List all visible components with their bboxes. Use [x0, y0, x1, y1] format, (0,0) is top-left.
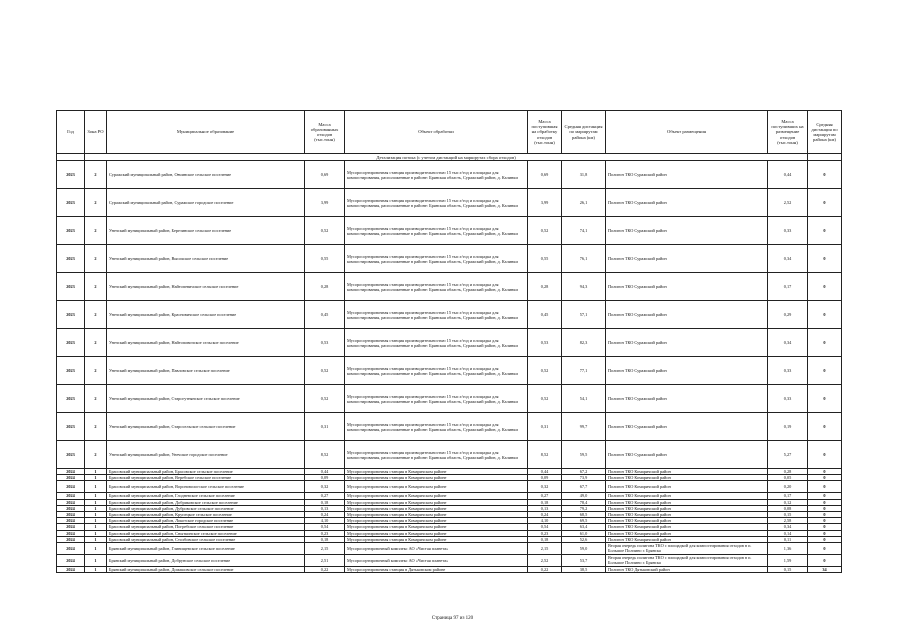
cell-mass-to-disposal: 0,33	[768, 217, 808, 245]
cell-avg-distance: 99,7	[562, 413, 606, 441]
cell-mass: 0,18	[305, 499, 345, 505]
cell-mass-to-disposal: 0,34	[768, 245, 808, 273]
cell-avg-distance-2: 0	[808, 505, 842, 511]
table-row	[57, 566, 842, 572]
cell-mass-to-disposal: 0,12	[768, 499, 808, 505]
cell-avg-distance: 78,4	[562, 499, 606, 505]
cell-mass-to-disposal: 0,17	[768, 273, 808, 301]
cell-mass: 0,09	[305, 475, 345, 481]
cell-mass-to-processing: 3,99	[528, 189, 562, 217]
cell-processing-object: Мусоросортировочная станция в Комаричском районе	[345, 505, 528, 511]
cell-disposal-object: Полигон ТКО Комаричский район	[606, 530, 768, 536]
cell-year: 2023	[57, 161, 85, 189]
cell-mass: 4,10	[305, 518, 345, 524]
cell-disposal-object: Полигон ТКО Комаричский район	[606, 493, 768, 499]
table-row	[57, 217, 842, 245]
cell-avg-distance: 73,9	[562, 475, 606, 481]
cell-mass: 0,44	[305, 469, 345, 475]
cell-avg-distance-2: 0	[808, 481, 842, 493]
cell-municipality: Брасовский муниципальный район, Вороновологское сельское поселение	[107, 481, 305, 493]
cell-processing-object: Мусоросортировочный комплекс АО «Чистая планета»	[345, 542, 528, 554]
cell-municipality: Суражский муниципальный район, Овчинское сельское поселение	[107, 161, 305, 189]
cell-mass-to-disposal: 0,34	[768, 524, 808, 530]
cell-year: 2024	[57, 518, 85, 524]
cell-avg-distance-2: 0	[808, 161, 842, 189]
cell-avg-distance-2: 0	[808, 189, 842, 217]
cell-mass-to-processing: 0,23	[528, 530, 562, 536]
cell-mass-to-disposal: 0,34	[768, 329, 808, 357]
cell-zone: 1	[85, 499, 107, 505]
cell-mass-to-disposal: 0,14	[768, 530, 808, 536]
cell-mass-to-processing: 8,52	[528, 441, 562, 469]
table-row	[57, 189, 842, 217]
cell-processing-object: Мусоросортировочная станция производительностью 15 тыс.т/год и площадка для компостирования, расположенные в районе: Брянская область, Суражский район, д. Калинки	[345, 357, 528, 385]
cell-avg-distance: 59,0	[562, 542, 606, 554]
cell-year: 2023	[57, 301, 85, 329]
cell-avg-distance: 63,4	[562, 524, 606, 530]
cell-mass-to-processing: 0,22	[528, 566, 562, 572]
cell-zone: 1	[85, 530, 107, 536]
cell-processing-object: Мусоросортировочная станция производительностью 15 тыс.т/год и площадка для компостирования, расположенные в районе: Брянская область, Суражский район, д. Калинки	[345, 385, 528, 413]
cell-municipality: Брасовский муниципальный район, Погребское сельское поселение	[107, 524, 305, 530]
table-row	[57, 273, 842, 301]
cell-mass: 2,51	[305, 554, 345, 566]
table-row	[57, 554, 842, 566]
cell-year: 2024	[57, 505, 85, 511]
cell-processing-object: Мусоросортировочная станция производительностью 15 тыс.т/год и площадка для компостирования, расположенные в районе: Брянская область, Суражский район, д. Калинки	[345, 245, 528, 273]
cell-municipality: Унечский муниципальный район, Унечское городское поселение	[107, 441, 305, 469]
cell-mass-to-disposal: 0,44	[768, 161, 808, 189]
cell-zone: 1	[85, 554, 107, 566]
cell-mass: 0,18	[305, 536, 345, 542]
cell-year: 2024	[57, 469, 85, 475]
cell-avg-distance: 68,5	[562, 511, 606, 517]
cell-disposal-object: Полигон ТКО Дятьковский район	[606, 566, 768, 572]
cell-mass-to-processing: 0,18	[528, 499, 562, 505]
cell-avg-distance-2: 34	[808, 566, 842, 572]
cell-mass-to-processing: 0,32	[528, 481, 562, 493]
cell-processing-object: Мусоросортировочная станция в Комаричском районе	[345, 493, 528, 499]
banner-title: Детализация потока (с учетом дистанций на маршрутах сбора отходов)	[85, 154, 808, 161]
cell-avg-distance-2: 0	[808, 301, 842, 329]
cell-mass: 0,28	[305, 273, 345, 301]
cell-year: 2024	[57, 554, 85, 566]
cell-mass: 0,23	[305, 530, 345, 536]
cell-processing-object: Мусоросортировочная станция в Комаричском районе	[345, 481, 528, 493]
cell-disposal-object: Полигон ТКО Комаричский район	[606, 524, 768, 530]
table-row	[57, 481, 842, 493]
cell-processing-object: Мусоросортировочная станция в Комаричском районе	[345, 530, 528, 536]
cell-year: 2024	[57, 475, 85, 481]
cell-mass: 8,52	[305, 441, 345, 469]
header-avg-distance-2: Средняя дистанция по маршрутам района (км)	[808, 111, 842, 154]
cell-avg-distance-2: 0	[808, 357, 842, 385]
cell-municipality: Брасовский муниципальный район, Глодневское сельское поселение	[107, 493, 305, 499]
cell-municipality: Унечский муниципальный район, Старогутнянское сельское поселение	[107, 385, 305, 413]
cell-mass-to-processing: 0,24	[528, 511, 562, 517]
cell-disposal-object: Полигон ТКО Комаричский район	[606, 469, 768, 475]
cell-municipality: Брасовский муниципальный район, Крупецкое сельское поселение	[107, 511, 305, 517]
cell-municipality: Унечский муниципальный район, Высокское сельское поселение	[107, 245, 305, 273]
cell-avg-distance-2: 0	[808, 511, 842, 517]
cell-municipality: Унечский муниципальный район, Старосельское сельское поселение	[107, 413, 305, 441]
cell-avg-distance-2: 0	[808, 554, 842, 566]
table-row	[57, 357, 842, 385]
cell-mass: 0,52	[305, 217, 345, 245]
cell-mass-to-processing: 0,53	[528, 329, 562, 357]
cell-avg-distance-2: 0	[808, 542, 842, 554]
cell-avg-distance-2: 0	[808, 245, 842, 273]
cell-year: 2023	[57, 245, 85, 273]
cell-municipality: Унечский муниципальный район, Красновичское сельское поселение	[107, 301, 305, 329]
cell-year: 2024	[57, 524, 85, 530]
cell-mass-to-disposal: 0,08	[768, 505, 808, 511]
cell-mass-to-processing: 0,44	[528, 469, 562, 475]
cell-avg-distance-2: 0	[808, 469, 842, 475]
cell-avg-distance: 59,5	[562, 441, 606, 469]
cell-zone: 1	[85, 469, 107, 475]
cell-disposal-object: Полигон ТКО Суражский район	[606, 301, 768, 329]
cell-disposal-object: Полигон ТКО Комаричский район	[606, 505, 768, 511]
cell-mass-to-disposal: 5,27	[768, 441, 808, 469]
cell-processing-object: Мусоросортировочная станция в Комаричском районе	[345, 518, 528, 524]
cell-mass-to-processing: 0,27	[528, 493, 562, 499]
header-avg-distance: Средняя дистанция по маршрутам района (км)	[562, 111, 606, 154]
cell-mass: 3,99	[305, 189, 345, 217]
cell-year: 2024	[57, 566, 85, 572]
cell-mass-to-disposal: 0,20	[768, 481, 808, 493]
table-row	[57, 413, 842, 441]
cell-municipality: Брасовский муниципальный район, Добриковское сельское поселение	[107, 499, 305, 505]
cell-municipality: Унечский муниципальный район, Найтопевичское сельское поселение	[107, 273, 305, 301]
cell-year: 2023	[57, 385, 85, 413]
cell-mass-to-disposal: 0,29	[768, 301, 808, 329]
cell-zone: 1	[85, 518, 107, 524]
cell-avg-distance: 54,1	[562, 385, 606, 413]
cell-municipality: Брасовский муниципальный район, Локотское городское поселение	[107, 518, 305, 524]
cell-zone: 1	[85, 511, 107, 517]
cell-avg-distance-2: 0	[808, 524, 842, 530]
cell-zone: 1	[85, 475, 107, 481]
cell-zone: 2	[85, 441, 107, 469]
cell-municipality: Унечский муниципальный район, Павловское сельское поселение	[107, 357, 305, 385]
table-row	[57, 245, 842, 273]
cell-processing-object: Мусоросортировочная станция в Комаричском районе	[345, 524, 528, 530]
cell-processing-object: Мусоросортировочная станция производительностью 15 тыс.т/год и площадка для компостирования, расположенные в районе: Брянская область, Суражский район, д. Калинки	[345, 273, 528, 301]
cell-year: 2023	[57, 329, 85, 357]
cell-zone: 1	[85, 524, 107, 530]
cell-municipality: Брасовский муниципальный район, Столбовское сельское поселение	[107, 536, 305, 542]
cell-zone: 1	[85, 542, 107, 554]
cell-avg-distance: 53,7	[562, 554, 606, 566]
table-row	[57, 161, 842, 189]
cell-processing-object: Мусоросортировочная станция производительностью 15 тыс.т/год и площадка для компостирования, расположенные в районе: Брянская область, Суражский район, д. Калинки	[345, 441, 528, 469]
table-row	[57, 329, 842, 357]
cell-avg-distance: 77,1	[562, 357, 606, 385]
cell-mass: 0,52	[305, 357, 345, 385]
cell-disposal-object: Полигон ТКО Комаричский район	[606, 511, 768, 517]
cell-mass-to-processing: 0,28	[528, 273, 562, 301]
cell-municipality: Брасовский муниципальный район, Брасовское сельское поселение	[107, 469, 305, 475]
cell-avg-distance: 57,1	[562, 301, 606, 329]
cell-disposal-object: Полигон ТКО Комаричский район	[606, 475, 768, 481]
table-banner	[57, 154, 842, 161]
cell-mass-to-disposal: 0,33	[768, 385, 808, 413]
cell-municipality: Унечский муниципальный район, Найтоповичское сельское поселение	[107, 329, 305, 357]
table-row	[57, 542, 842, 554]
cell-disposal-object: Вторая очередь полигона ТКО с площадкой для компостирования отходов в п. Большое Полпино г. Брянска	[606, 542, 768, 554]
cell-avg-distance-2: 0	[808, 475, 842, 481]
page-footer: Страница 97 из 120	[431, 616, 474, 621]
cell-mass-to-processing: 0,52	[528, 357, 562, 385]
flow-detail-table	[56, 110, 842, 573]
cell-avg-distance: 94,3	[562, 273, 606, 301]
cell-zone: 2	[85, 329, 107, 357]
cell-mass-to-disposal: 2,52	[768, 189, 808, 217]
cell-mass-to-processing: 0,18	[528, 536, 562, 542]
cell-avg-distance: 74,1	[562, 217, 606, 245]
cell-year: 2023	[57, 217, 85, 245]
cell-avg-distance: 52,6	[562, 536, 606, 542]
cell-municipality: Суражский муниципальный район, Суражское городское поселение	[107, 189, 305, 217]
cell-avg-distance: 61,0	[562, 530, 606, 536]
cell-avg-distance-2: 0	[808, 329, 842, 357]
cell-disposal-object: Полигон ТКО Суражский район	[606, 217, 768, 245]
header-mass-to-disposal: Масса поступивших на размещение отходов (тыс.тонн)	[768, 111, 808, 154]
cell-processing-object: Мусоросортировочная станция в Комаричском районе	[345, 499, 528, 505]
cell-avg-distance-2: 0	[808, 493, 842, 499]
cell-municipality: Брасовский муниципальный район, Веребское сельское поселение	[107, 475, 305, 481]
cell-avg-distance: 67,2	[562, 469, 606, 475]
cell-zone: 2	[85, 413, 107, 441]
cell-mass-to-processing: 0,54	[528, 524, 562, 530]
cell-processing-object: Мусоросортировочная станция в Дятьковском районе	[345, 566, 528, 572]
document-page	[56, 110, 841, 573]
cell-year: 2024	[57, 530, 85, 536]
cell-zone: 1	[85, 505, 107, 511]
cell-mass-to-processing: 0,31	[528, 413, 562, 441]
cell-mass-to-disposal: 0,28	[768, 469, 808, 475]
cell-mass-to-disposal: 0,17	[768, 493, 808, 499]
cell-mass: 0,13	[305, 505, 345, 511]
cell-avg-distance-2: 0	[808, 413, 842, 441]
cell-year: 2023	[57, 357, 85, 385]
cell-mass: 0,54	[305, 524, 345, 530]
table-row	[57, 385, 842, 413]
cell-avg-distance-2: 0	[808, 518, 842, 524]
cell-disposal-object: Вторая очередь полигона ТКО с площадкой для компостирования отходов в п. Большое Полпино г. Брянска	[606, 554, 768, 566]
cell-mass-to-disposal: 0,15	[768, 511, 808, 517]
cell-disposal-object: Полигон ТКО Суражский район	[606, 329, 768, 357]
cell-mass: 0,69	[305, 161, 345, 189]
cell-mass-to-processing: 0,55	[528, 245, 562, 273]
cell-disposal-object: Полигон ТКО Суражский район	[606, 189, 768, 217]
cell-municipality: Брянский муниципальный район, Домашовское сельское поселение	[107, 566, 305, 572]
table-body	[57, 161, 842, 573]
cell-year: 2023	[57, 413, 85, 441]
cell-processing-object: Мусоросортировочная станция производительностью 15 тыс.т/год и площадка для компостирования, расположенные в районе: Брянская область, Суражский район, д. Калинки	[345, 413, 528, 441]
cell-mass-to-disposal: 2,58	[768, 518, 808, 524]
cell-disposal-object: Полигон ТКО Суражский район	[606, 161, 768, 189]
cell-avg-distance-2: 0	[808, 441, 842, 469]
cell-mass: 0,53	[305, 329, 345, 357]
header-municipality: Муниципальное образование	[107, 111, 305, 154]
cell-processing-object: Мусоросортировочная станция производительностью 15 тыс.т/год и площадка для компостирования, расположенные в районе: Брянская область, Суражский район, д. Калинки	[345, 301, 528, 329]
header-year: Год	[57, 111, 85, 154]
table-header	[57, 111, 842, 154]
cell-avg-distance: 31,8	[562, 161, 606, 189]
cell-mass-to-processing: 0,45	[528, 301, 562, 329]
header-mass: Масса образованных отходов (тыс.тонн)	[305, 111, 345, 154]
cell-mass-to-processing: 0,52	[528, 217, 562, 245]
cell-year: 2024	[57, 499, 85, 505]
table-row	[57, 301, 842, 329]
cell-processing-object: Мусоросортировочная станция производительностью 15 тыс.т/год и площадка для компостирования, расположенные в районе: Брянская область, Суражский район, д. Калинки	[345, 217, 528, 245]
cell-avg-distance: 82,3	[562, 329, 606, 357]
cell-avg-distance: 26,1	[562, 189, 606, 217]
cell-disposal-object: Полигон ТКО Комаричский район	[606, 499, 768, 505]
cell-mass: 0,31	[305, 413, 345, 441]
cell-processing-object: Мусоросортировочная станция в Комаричском районе	[345, 475, 528, 481]
cell-processing-object: Мусоросортировочный комплекс АО «Чистая планета»	[345, 554, 528, 566]
cell-mass-to-disposal: 1,59	[768, 554, 808, 566]
cell-mass-to-disposal: 1,36	[768, 542, 808, 554]
cell-processing-object: Мусоросортировочная станция в Комаричском районе	[345, 511, 528, 517]
cell-disposal-object: Полигон ТКО Комаричский район	[606, 518, 768, 524]
cell-avg-distance: 69,5	[562, 518, 606, 524]
cell-mass-to-disposal: 0,05	[768, 475, 808, 481]
cell-avg-distance-2: 0	[808, 273, 842, 301]
cell-mass: 2,15	[305, 542, 345, 554]
cell-processing-object: Мусоросортировочная станция производительностью 15 тыс.т/год и площадка для компостирования, расположенные в районе: Брянская область, Суражский район, д. Калинки	[345, 189, 528, 217]
cell-avg-distance-2: 0	[808, 385, 842, 413]
cell-municipality: Брасовский муниципальный район, Сныткинское сельское поселение	[107, 530, 305, 536]
cell-municipality: Брасовский муниципальный район, Дубровское сельское поселение	[107, 505, 305, 511]
cell-mass-to-disposal: 0,19	[768, 413, 808, 441]
cell-zone: 2	[85, 273, 107, 301]
cell-year: 2023	[57, 441, 85, 469]
cell-disposal-object: Полигон ТКО Суражский район	[606, 441, 768, 469]
cell-year: 2023	[57, 273, 85, 301]
cell-disposal-object: Полигон ТКО Суражский район	[606, 245, 768, 273]
cell-processing-object: Мусоросортировочная станция в Комаричском районе	[345, 536, 528, 542]
cell-zone: 2	[85, 245, 107, 273]
cell-mass-to-processing: 2,15	[528, 542, 562, 554]
cell-mass: 0,52	[305, 385, 345, 413]
cell-mass-to-disposal: 0,15	[768, 566, 808, 572]
cell-mass: 0,55	[305, 245, 345, 273]
cell-zone: 1	[85, 566, 107, 572]
cell-year: 2024	[57, 542, 85, 554]
cell-mass-to-processing: 0,13	[528, 505, 562, 511]
header-mass-to-processing: Масса поступившая на обработку отходов (тыс.тонн)	[528, 111, 562, 154]
cell-mass: 0,22	[305, 566, 345, 572]
cell-year: 2024	[57, 481, 85, 493]
cell-zone: 2	[85, 161, 107, 189]
cell-mass: 0,45	[305, 301, 345, 329]
cell-disposal-object: Полигон ТКО Суражский район	[606, 385, 768, 413]
cell-zone: 1	[85, 481, 107, 493]
cell-mass: 0,32	[305, 481, 345, 493]
cell-disposal-object: Полигон ТКО Комаричский район	[606, 481, 768, 493]
cell-year: 2023	[57, 189, 85, 217]
cell-mass-to-disposal: 0,33	[768, 357, 808, 385]
header-zone: Зона РО	[85, 111, 107, 154]
cell-avg-distance: 49,0	[562, 493, 606, 499]
cell-mass-to-processing: 0,09	[528, 475, 562, 481]
cell-processing-object: Мусоросортировочная станция производительностью 15 тыс.т/год и площадка для компостирования, расположенные в районе: Брянская область, Суражский район, д. Калинки	[345, 161, 528, 189]
cell-year: 2024	[57, 493, 85, 499]
cell-zone: 2	[85, 385, 107, 413]
cell-disposal-object: Полигон ТКО Суражский район	[606, 413, 768, 441]
cell-avg-distance-2: 0	[808, 530, 842, 536]
cell-zone: 2	[85, 301, 107, 329]
cell-mass: 0,24	[305, 511, 345, 517]
cell-mass-to-processing: 0,52	[528, 385, 562, 413]
cell-avg-distance-2: 0	[808, 536, 842, 542]
cell-zone: 2	[85, 189, 107, 217]
table-row	[57, 441, 842, 469]
cell-mass-to-processing: 0,69	[528, 161, 562, 189]
cell-municipality: Брянский муниципальный район, Добрунское сельское поселение	[107, 554, 305, 566]
cell-zone: 1	[85, 493, 107, 499]
cell-processing-object: Мусоросортировочная станция производительностью 15 тыс.т/год и площадка для компостирования, расположенные в районе: Брянская область, Суражский район, д. Калинки	[345, 329, 528, 357]
cell-mass-to-disposal: 0,11	[768, 536, 808, 542]
cell-zone: 1	[85, 536, 107, 542]
cell-mass-to-processing: 2,52	[528, 554, 562, 566]
cell-year: 2024	[57, 511, 85, 517]
cell-mass: 0,27	[305, 493, 345, 499]
cell-disposal-object: Полигон ТКО Суражский район	[606, 273, 768, 301]
cell-municipality: Унечский муниципальный район, Березинское сельское поселение	[107, 217, 305, 245]
cell-avg-distance: 79,2	[562, 505, 606, 511]
cell-avg-distance: 67,7	[562, 481, 606, 493]
cell-municipality: Брянский муниципальный район, Глинищевское сельское поселение	[107, 542, 305, 554]
cell-zone: 2	[85, 357, 107, 385]
cell-disposal-object: Полигон ТКО Суражский район	[606, 357, 768, 385]
cell-year: 2024	[57, 536, 85, 542]
cell-avg-distance: 38,5	[562, 566, 606, 572]
cell-avg-distance-2: 0	[808, 499, 842, 505]
header-disposal-object: Объект размещения	[606, 111, 768, 154]
cell-zone: 2	[85, 217, 107, 245]
header-processing-object: Объект обработки	[345, 111, 528, 154]
cell-avg-distance-2: 0	[808, 217, 842, 245]
cell-disposal-object: Полигон ТКО Комаричский район	[606, 536, 768, 542]
cell-processing-object: Мусоросортировочная станция в Комаричском районе	[345, 469, 528, 475]
cell-mass-to-processing: 4,10	[528, 518, 562, 524]
cell-avg-distance: 76,1	[562, 245, 606, 273]
